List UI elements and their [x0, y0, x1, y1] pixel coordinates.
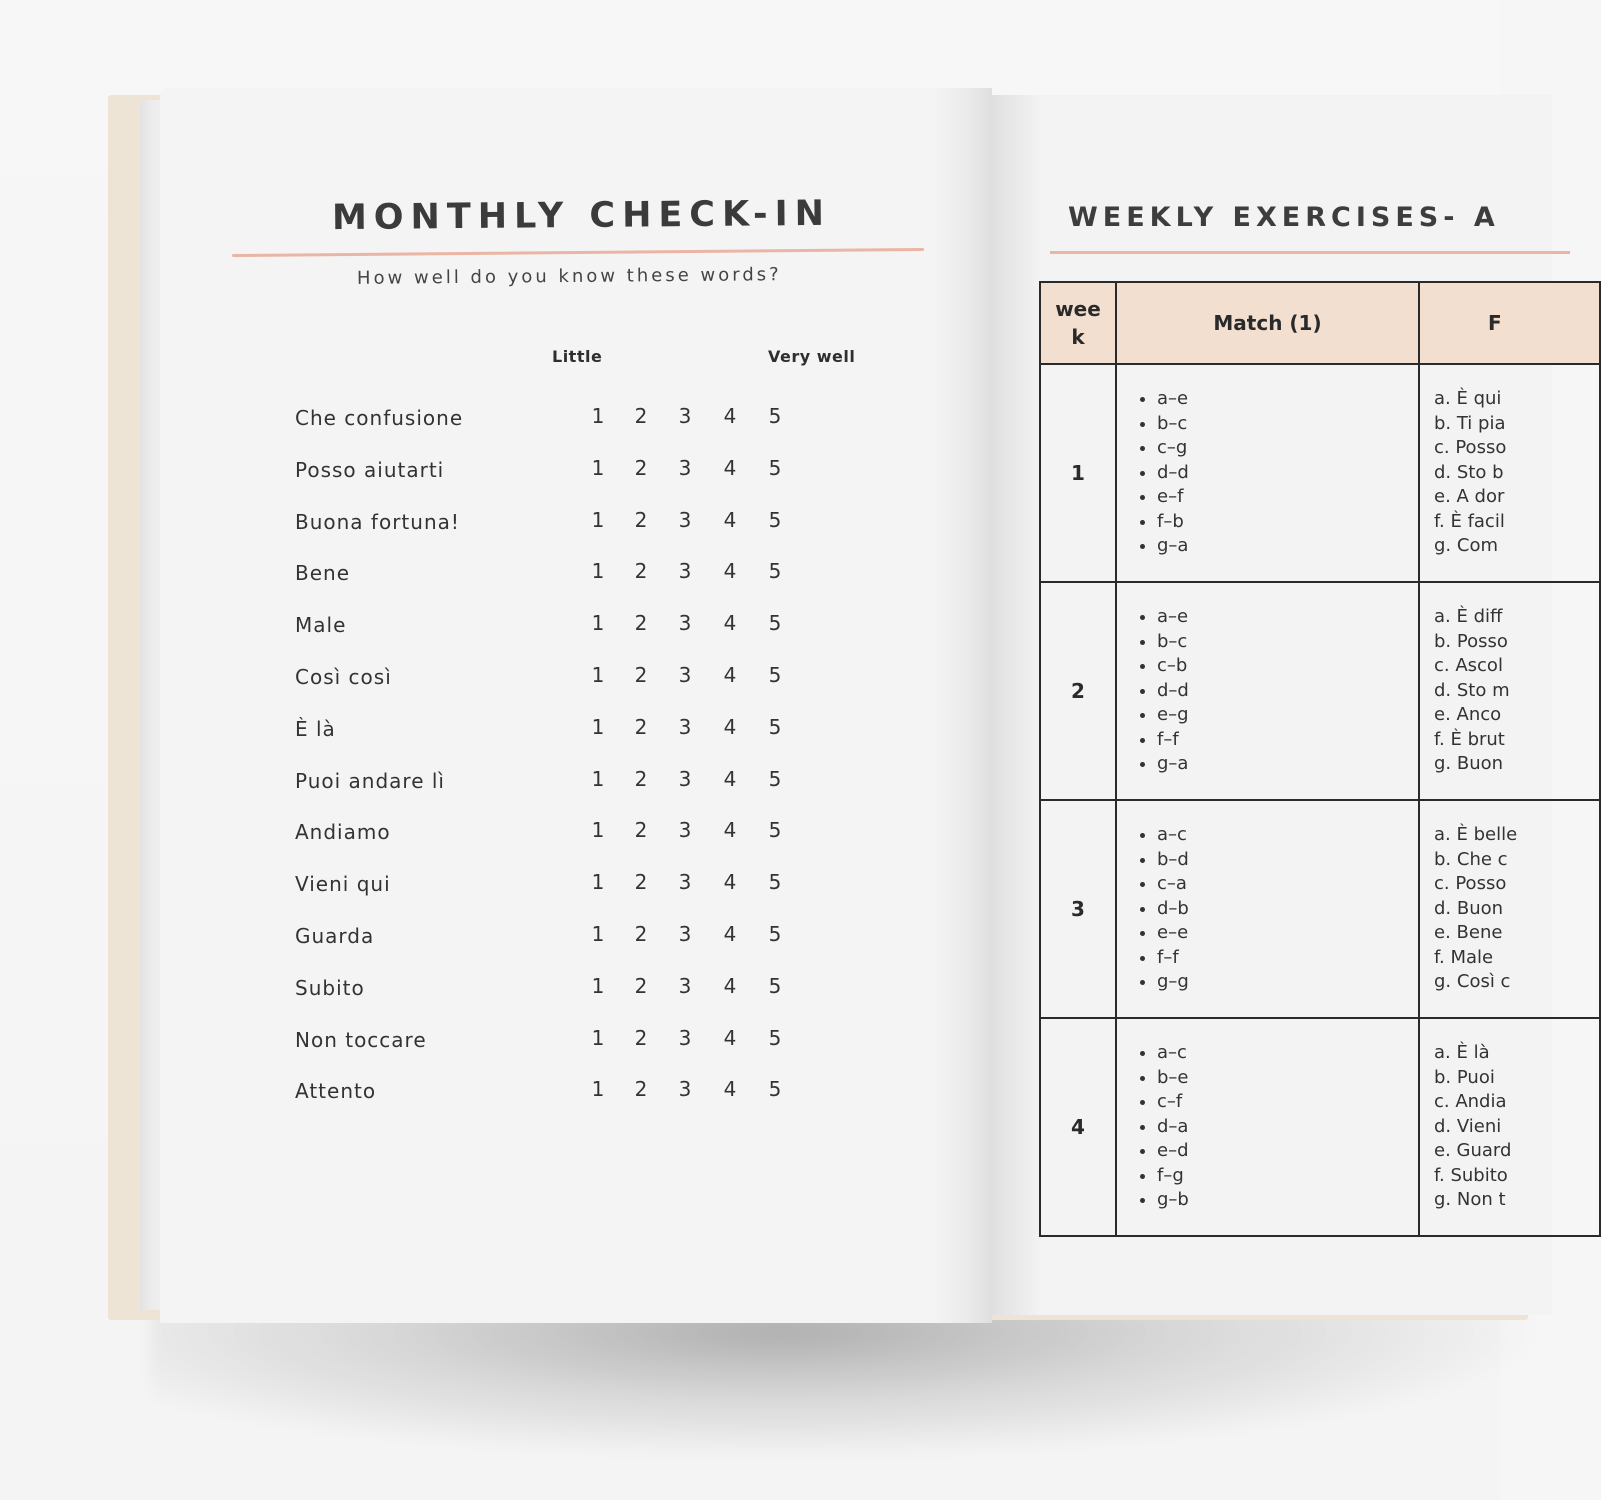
table-row — [1040, 582, 1600, 800]
word-row — [295, 767, 815, 819]
match-answer: • c–f — [1157, 1090, 1418, 1115]
match-answer: • d–b — [1157, 897, 1418, 922]
match-answer: • f–b — [1157, 510, 1418, 535]
rating-option-4: 4 — [723, 973, 737, 998]
rating-option-4: 4 — [723, 714, 737, 739]
rating-option-5: 5 — [768, 818, 782, 843]
rating-option-2: 2 — [634, 766, 648, 791]
fill-answer: e. Anco — [1434, 704, 1502, 726]
fill-answer: a. È belle — [1434, 823, 1518, 845]
fill-answer: c. Posso — [1434, 873, 1507, 895]
exercises-table — [1039, 281, 1601, 1237]
fill-cell — [1419, 364, 1600, 582]
rating-option-5: 5 — [768, 1025, 782, 1050]
rating-option-4: 4 — [723, 921, 737, 946]
rating-option-1: 1 — [591, 1077, 605, 1102]
scale-low-label: Little — [552, 347, 603, 366]
match-answer: • f–g — [1157, 1164, 1418, 1189]
fill-answer: e. Guard — [1434, 1140, 1512, 1162]
word-label: Guarda — [295, 923, 375, 948]
fill-answer: b. Puoi — [1434, 1066, 1495, 1088]
fill-answer: b. Posso — [1434, 630, 1508, 652]
rating-option-2: 2 — [634, 559, 648, 584]
title-underline — [232, 248, 924, 257]
match-answer-list — [1117, 823, 1418, 995]
word-label: Bene — [295, 561, 351, 586]
match-answer: • c–b — [1157, 654, 1418, 679]
rating-option-2: 2 — [634, 714, 648, 739]
rating-option-1: 1 — [591, 507, 605, 532]
fill-answer: b. Ti pia — [1434, 412, 1506, 434]
match-answer: • e–f — [1157, 485, 1418, 510]
fill-cell — [1419, 582, 1600, 800]
fill-answer: d. Sto b — [1434, 461, 1504, 483]
fill-answer-list — [1420, 823, 1599, 995]
word-row — [295, 559, 815, 611]
match-answer: • b–d — [1157, 848, 1418, 873]
rating-option-2: 2 — [634, 611, 648, 636]
fill-answer: g. Buon — [1434, 753, 1504, 775]
word-label: Subito — [295, 975, 365, 1000]
rating-option-3: 3 — [678, 455, 692, 480]
rating-option-3: 3 — [678, 870, 692, 895]
match-answer: • a–c — [1157, 823, 1418, 848]
word-label: Non toccare — [295, 1027, 427, 1052]
rating-option-1: 1 — [591, 921, 605, 946]
fill-cell — [1419, 800, 1600, 1018]
fill-answer-list — [1420, 605, 1599, 777]
match-cell — [1116, 364, 1419, 582]
rating-option-3: 3 — [678, 559, 692, 584]
left-page — [160, 88, 992, 1323]
rating-option-2: 2 — [634, 870, 648, 895]
rating-option-4: 4 — [723, 559, 737, 584]
rating-option-3: 3 — [678, 714, 692, 739]
word-label: Attento — [295, 1079, 377, 1104]
rating-option-2: 2 — [634, 507, 648, 532]
right-page — [992, 95, 1552, 1315]
exercises-title-underline — [1050, 251, 1570, 254]
rating-option-5: 5 — [768, 611, 782, 636]
week-number: 3 — [1040, 800, 1116, 1018]
word-row — [295, 456, 815, 508]
fill-answer: a. È là — [1434, 1041, 1490, 1063]
table-row — [1040, 800, 1600, 1018]
exercises-title: WEEKLY EXERCISES- A — [1068, 202, 1500, 233]
match-answer: • g–g — [1157, 970, 1418, 995]
match-answer: • g–a — [1157, 752, 1418, 777]
rating-option-4: 4 — [723, 611, 737, 636]
header-week: wee k — [1040, 282, 1116, 364]
match-answer: • b–e — [1157, 1066, 1418, 1091]
word-label: Così così — [295, 664, 392, 689]
week-number: 2 — [1040, 582, 1116, 800]
word-label: Puoi andare lì — [295, 768, 445, 793]
match-answer: • d–a — [1157, 1115, 1418, 1140]
word-label: Vieni qui — [295, 872, 391, 897]
week-number: 1 — [1040, 364, 1116, 582]
fill-answer: e. A dor — [1434, 486, 1505, 508]
rating-option-1: 1 — [591, 611, 605, 636]
fill-answer: f. Male — [1434, 946, 1494, 968]
rating-option-2: 2 — [634, 973, 648, 998]
fill-answer: g. Così c — [1434, 971, 1511, 993]
match-answer: • g–b — [1157, 1188, 1418, 1213]
book-shadow — [150, 1300, 1550, 1460]
match-answer: • e–g — [1157, 703, 1418, 728]
word-row — [295, 404, 815, 456]
fill-answer: b. Che c — [1434, 848, 1508, 870]
fill-answer: g. Non t — [1434, 1189, 1506, 1211]
word-row — [295, 663, 815, 715]
rating-option-1: 1 — [591, 1025, 605, 1050]
fill-answer: e. Bene — [1434, 922, 1503, 944]
word-label: Posso aiutarti — [295, 457, 445, 482]
exercises-table-body — [1040, 364, 1600, 1236]
match-answer: • c–a — [1157, 872, 1418, 897]
word-rating-list — [295, 404, 815, 1129]
match-cell — [1116, 582, 1419, 800]
word-row — [295, 870, 815, 922]
rating-option-5: 5 — [768, 714, 782, 739]
fill-answer: c. Posso — [1434, 437, 1507, 459]
word-row — [295, 715, 815, 767]
rating-option-1: 1 — [591, 766, 605, 791]
fill-answer: f. È brut — [1434, 728, 1505, 750]
rating-option-4: 4 — [723, 1077, 737, 1102]
word-row — [295, 508, 815, 560]
match-answer: • g–a — [1157, 534, 1418, 559]
word-row — [295, 818, 815, 870]
word-label: Male — [295, 613, 347, 638]
rating-option-5: 5 — [768, 766, 782, 791]
match-answer: • a–e — [1157, 387, 1418, 412]
fill-answer: d. Buon — [1434, 897, 1504, 919]
fill-answer: c. Andia — [1434, 1091, 1507, 1113]
rating-option-3: 3 — [678, 611, 692, 636]
rating-option-5: 5 — [768, 404, 782, 428]
rating-option-5: 5 — [768, 870, 782, 895]
rating-option-4: 4 — [723, 662, 737, 687]
fill-answer: d. Vieni — [1434, 1115, 1502, 1137]
match-cell — [1116, 1018, 1419, 1236]
rating-option-4: 4 — [723, 455, 737, 480]
table-header-row — [1040, 282, 1600, 364]
rating-option-1: 1 — [591, 662, 605, 687]
fill-cell — [1419, 1018, 1600, 1236]
rating-option-2: 2 — [634, 818, 648, 843]
match-answer: • d–d — [1157, 461, 1418, 486]
word-label: Buona fortuna! — [295, 509, 460, 534]
match-answer-list — [1117, 605, 1418, 777]
rating-option-1: 1 — [591, 870, 605, 895]
match-answer: • b–c — [1157, 630, 1418, 655]
rating-option-3: 3 — [678, 404, 692, 428]
rating-option-2: 2 — [634, 455, 648, 480]
fill-answer: f. Subito — [1434, 1164, 1508, 1186]
rating-option-2: 2 — [634, 662, 648, 687]
rating-option-5: 5 — [768, 1077, 782, 1102]
word-label: Che confusione — [295, 406, 464, 430]
rating-option-1: 1 — [591, 818, 605, 843]
rating-option-4: 4 — [723, 507, 737, 532]
match-answer: • e–d — [1157, 1139, 1418, 1164]
rating-option-2: 2 — [634, 1077, 648, 1102]
page-subtitle: How well do you know these words? — [356, 264, 782, 289]
match-answer: • b–c — [1157, 412, 1418, 437]
fill-answer: g. Com — [1434, 535, 1498, 557]
rating-option-2: 2 — [634, 921, 648, 946]
match-answer-list — [1117, 1041, 1418, 1213]
header-match: Match (1) — [1116, 282, 1419, 364]
rating-option-1: 1 — [591, 559, 605, 584]
rating-option-4: 4 — [723, 818, 737, 843]
fill-answer: c. Ascol — [1434, 655, 1503, 677]
rating-option-5: 5 — [768, 921, 782, 946]
table-row — [1040, 1018, 1600, 1236]
word-row — [295, 611, 815, 663]
word-row — [295, 1026, 815, 1078]
rating-option-4: 4 — [723, 870, 737, 895]
word-label: Andiamo — [295, 820, 391, 845]
fill-answer-list — [1420, 387, 1599, 559]
word-row — [295, 974, 815, 1026]
match-cell — [1116, 800, 1419, 1018]
fill-answer: a. È diff — [1434, 605, 1503, 627]
fill-answer-list — [1420, 1041, 1599, 1213]
match-answer: • a–c — [1157, 1041, 1418, 1066]
rating-option-3: 3 — [678, 818, 692, 843]
match-answer: • f–f — [1157, 728, 1418, 753]
rating-option-1: 1 — [591, 973, 605, 998]
rating-option-3: 3 — [678, 662, 692, 687]
match-answer: • e–e — [1157, 921, 1418, 946]
match-answer: • d–d — [1157, 679, 1418, 704]
rating-option-5: 5 — [768, 507, 782, 532]
word-row — [295, 922, 815, 974]
rating-option-3: 3 — [678, 1077, 692, 1102]
rating-option-3: 3 — [678, 921, 692, 946]
fill-answer: f. È facil — [1434, 510, 1505, 532]
scale-high-label: Very well — [768, 347, 856, 366]
rating-option-5: 5 — [768, 973, 782, 998]
rating-option-2: 2 — [634, 404, 648, 428]
fill-answer: d. Sto m — [1434, 679, 1510, 701]
rating-option-3: 3 — [678, 766, 692, 791]
rating-option-5: 5 — [768, 455, 782, 480]
table-row — [1040, 364, 1600, 582]
week-number: 4 — [1040, 1018, 1116, 1236]
rating-option-4: 4 — [723, 766, 737, 791]
rating-option-1: 1 — [591, 455, 605, 480]
rating-option-5: 5 — [768, 559, 782, 584]
page-title: MONTHLY CHECK-IN — [331, 193, 832, 239]
rating-option-5: 5 — [768, 662, 782, 687]
rating-option-3: 3 — [678, 973, 692, 998]
rating-option-3: 3 — [678, 1025, 692, 1050]
rating-option-4: 4 — [723, 404, 737, 428]
match-answer-list — [1117, 387, 1418, 559]
match-answer: • c–g — [1157, 436, 1418, 461]
header-fill: F — [1419, 282, 1600, 364]
match-answer: • f–f — [1157, 946, 1418, 971]
word-row — [295, 1077, 815, 1129]
fill-answer: a. È qui — [1434, 387, 1502, 409]
word-label: È là — [295, 716, 336, 741]
rating-option-4: 4 — [723, 1025, 737, 1050]
rating-option-2: 2 — [634, 1025, 648, 1050]
rating-option-1: 1 — [591, 404, 605, 428]
rating-option-3: 3 — [678, 507, 692, 532]
match-answer: • a–e — [1157, 605, 1418, 630]
rating-option-1: 1 — [591, 714, 605, 739]
